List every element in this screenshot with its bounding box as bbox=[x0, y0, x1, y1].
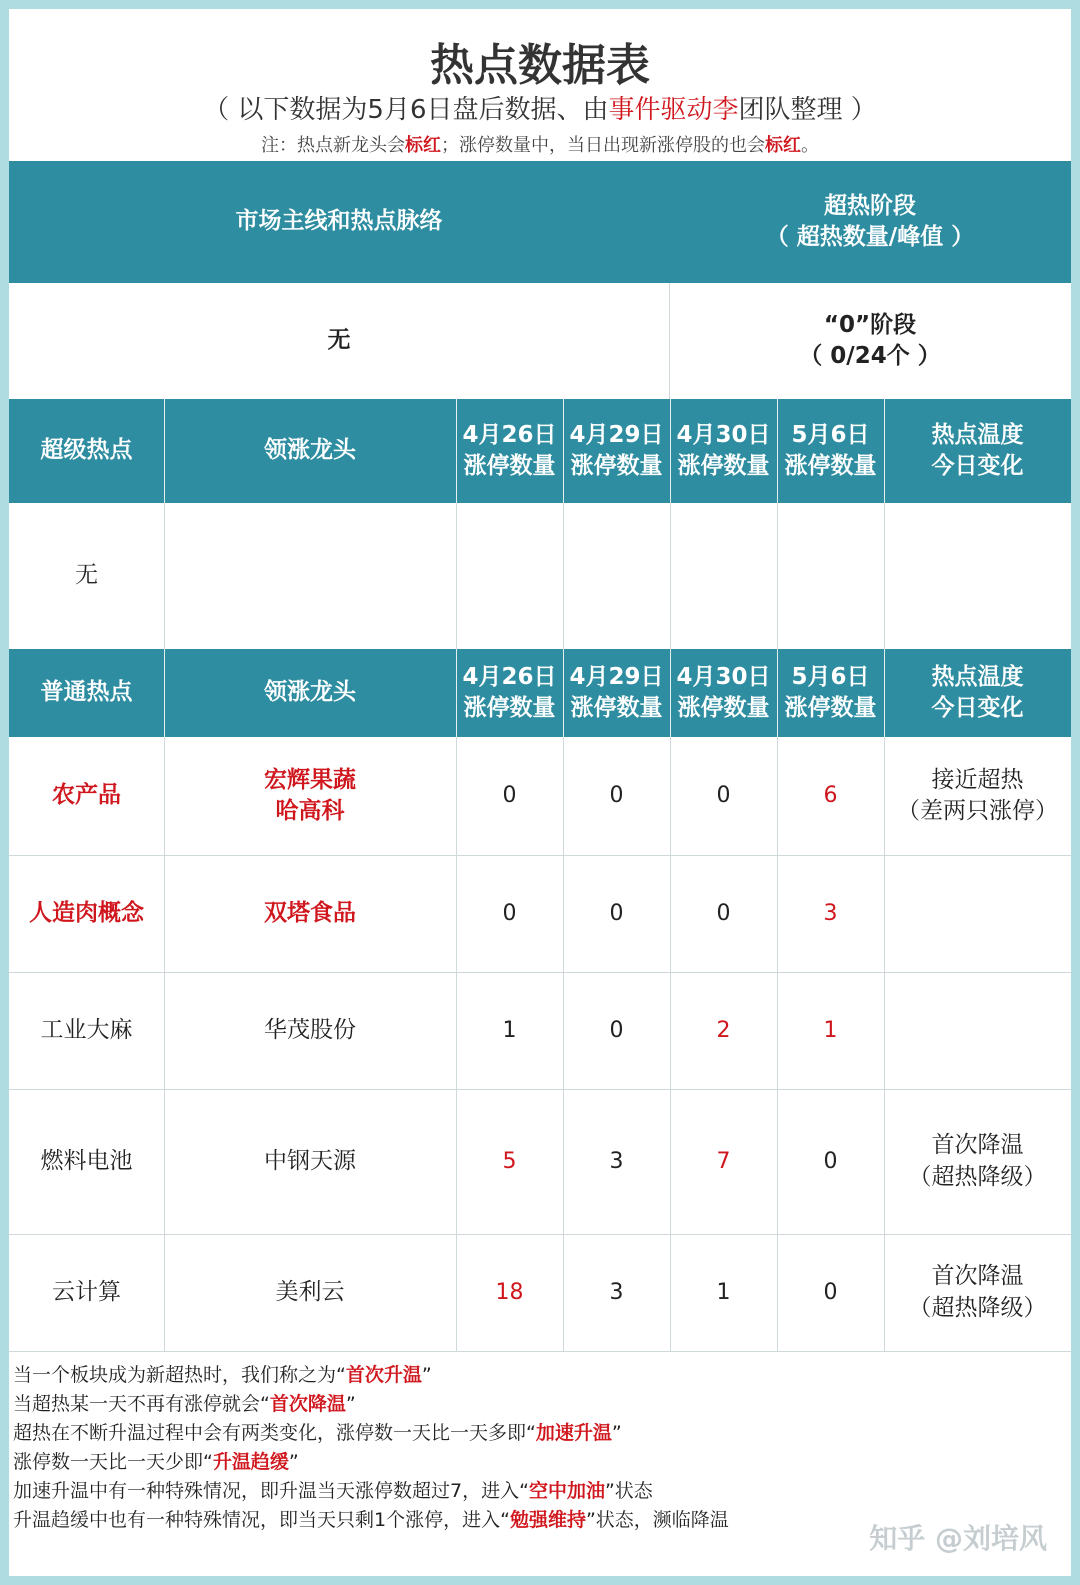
footer-line-3: 超热在不断升温过程中会有两类变化，涨停数一天比一天多即“加速升温” bbox=[13, 1422, 622, 1444]
watermark: 知乎 @刘培风 bbox=[869, 1522, 1047, 1555]
row-d2: 3 bbox=[609, 1148, 624, 1174]
row-d1: 0 bbox=[502, 783, 517, 809]
main-line-header-label: 市场主线和热点脉络 bbox=[235, 208, 443, 235]
normal-hot-header bbox=[9, 649, 1071, 737]
note-mid: ；涨停数量中，当日出现新涨停股的也会 bbox=[441, 135, 765, 156]
row-change: 首次降温 （超热降级） bbox=[908, 1132, 1047, 1190]
row-d3: 0 bbox=[716, 900, 731, 926]
normal-hot-col-leader: 领涨龙头 bbox=[264, 679, 356, 706]
row-d3: 0 bbox=[716, 783, 731, 809]
row-d4: 1 bbox=[823, 1017, 838, 1043]
row-sector: 人造肉概念 bbox=[29, 899, 144, 926]
row-d1: 18 bbox=[495, 1279, 524, 1305]
super-hot-col-d1: 4月26日 涨停数量 bbox=[462, 421, 557, 479]
stage-value-line1: “0”阶段 bbox=[823, 311, 917, 338]
stage-header-line2: （ 超热数量/峰值 ） bbox=[765, 224, 975, 250]
normal-hot-col-d4: 5月6日 涨停数量 bbox=[784, 663, 877, 721]
note-mark-1: 标红 bbox=[405, 135, 441, 156]
row-sector: 云计算 bbox=[52, 1278, 121, 1305]
footer-line-6: 升温趋缓中也有一种特殊情况，即当天只剩1个涨停，进入“勉强维持”状态，濒临降温 bbox=[13, 1509, 729, 1531]
row-leader: 华茂股份 bbox=[264, 1016, 356, 1043]
super-hot-col-d2: 4月29日 涨停数量 bbox=[569, 421, 664, 479]
row-d2: 0 bbox=[609, 783, 624, 809]
super-hot-header bbox=[9, 399, 1071, 503]
row-d2: 0 bbox=[609, 1017, 624, 1043]
row-d1: 1 bbox=[502, 1017, 517, 1043]
super-hot-col-sector: 超级热点 bbox=[40, 437, 133, 464]
row-d3: 2 bbox=[716, 1017, 731, 1043]
row-d2: 3 bbox=[609, 1279, 624, 1305]
row-leader: 美利云 bbox=[275, 1278, 345, 1305]
row-d4: 3 bbox=[823, 900, 838, 926]
super-hot-row-value: 无 bbox=[75, 562, 98, 589]
title-block bbox=[9, 9, 1071, 169]
hot-data-sheet bbox=[9, 9, 1071, 1576]
super-hot-stage-header bbox=[669, 161, 1071, 283]
row-d1: 5 bbox=[502, 1148, 517, 1174]
row-d4: 0 bbox=[823, 1279, 838, 1305]
note-mark-2: 标红 bbox=[765, 135, 801, 156]
normal-hot-col-d1: 4月26日 涨停数量 bbox=[462, 663, 557, 721]
row-change: 接近超热 （差两只涨停） bbox=[897, 766, 1058, 824]
row-d3: 7 bbox=[716, 1148, 731, 1174]
main-line-header bbox=[9, 161, 1071, 283]
page-title: 热点数据表 bbox=[430, 40, 650, 91]
super-hot-stage-value bbox=[669, 283, 1071, 399]
row-d2: 0 bbox=[609, 900, 624, 926]
note bbox=[9, 131, 1071, 157]
super-hot-col-change: 热点温度 今日变化 bbox=[931, 421, 1024, 479]
stage-header-line1: 超热阶段 bbox=[824, 192, 916, 219]
row-leader: 双塔食品 bbox=[264, 899, 356, 926]
row-d1: 0 bbox=[502, 900, 517, 926]
row-d4: 6 bbox=[823, 783, 838, 809]
super-hot-col-d3: 4月30日 涨停数量 bbox=[676, 421, 771, 479]
subtitle bbox=[9, 89, 1071, 126]
row-d4: 0 bbox=[823, 1148, 838, 1174]
stage-value-line2: （ 0/24个 ） bbox=[799, 343, 941, 369]
normal-hot-col-change: 热点温度 今日变化 bbox=[931, 663, 1024, 721]
footer-line-1: 当一个板块成为新超热时，我们称之为“首次升温” bbox=[13, 1364, 432, 1386]
row-d3: 1 bbox=[716, 1279, 731, 1305]
row-change: 首次降温 （超热降级） bbox=[908, 1263, 1047, 1321]
row-sector: 燃料电池 bbox=[40, 1147, 133, 1174]
footer-line-2: 当超热某一天不再有涨停就会“首次降温” bbox=[13, 1393, 356, 1415]
footer-line-5: 加速升温中有一种特殊情况，即升温当天涨停数超过7，进入“空中加油”状态 bbox=[13, 1480, 653, 1502]
row-sector: 工业大麻 bbox=[40, 1016, 133, 1043]
footer-line-4: 涨停数一天比一天少即“升温趋缓” bbox=[13, 1451, 299, 1473]
normal-hot-col-d3: 4月30日 涨停数量 bbox=[676, 663, 771, 721]
row-sector: 农产品 bbox=[52, 782, 121, 809]
normal-hot-col-sector: 普通热点 bbox=[40, 679, 133, 706]
subtitle-post: 团队整理 ） bbox=[738, 95, 877, 125]
super-hot-col-leader: 领涨龙头 bbox=[264, 437, 356, 464]
footer-notes bbox=[13, 1361, 1013, 1535]
note-pre: 注：热点新龙头会 bbox=[261, 135, 405, 156]
row-leader: 中钢天源 bbox=[264, 1147, 356, 1174]
normal-hot-col-d2: 4月29日 涨停数量 bbox=[569, 663, 664, 721]
main-line-value: 无 bbox=[327, 327, 351, 354]
subtitle-team: 事件驱动李 bbox=[608, 95, 739, 125]
super-hot-col-d4: 5月6日 涨停数量 bbox=[784, 421, 877, 479]
note-end: 。 bbox=[801, 135, 819, 156]
subtitle-pre: （ 以下数据为5月6日盘后数据、由 bbox=[203, 95, 609, 125]
row-leader: 宏辉果蔬 哈高科 bbox=[264, 766, 356, 824]
